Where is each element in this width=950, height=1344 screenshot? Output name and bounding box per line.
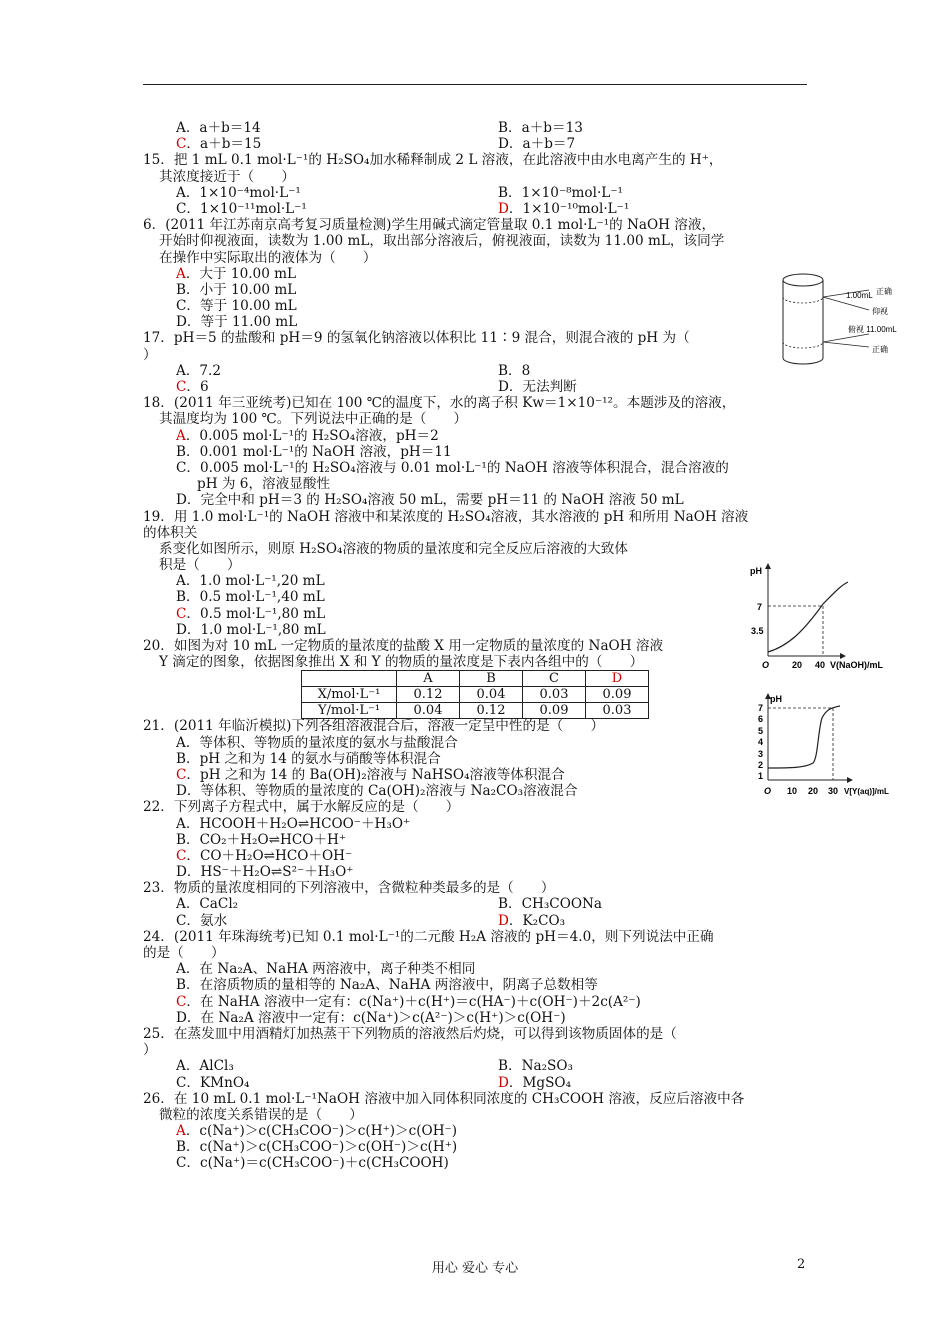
- q19-option-c: C．0.5 mol·L⁻¹,80 mL: [176, 605, 326, 622]
- q16-option-b: B．小于 10.00 mL: [176, 281, 297, 298]
- q20-ytick: 4: [758, 737, 764, 747]
- q19-origin: O: [762, 660, 770, 670]
- q23-stem: 23．物质的量浓度相同的下列溶液中，含微粒种类最多的是（ ）: [143, 880, 555, 897]
- q14-options-cd: [143, 136, 808, 152]
- q23-options-ab: [143, 896, 808, 912]
- q16-stem: 6．(2011 年江苏南京高考复习质量检测)学生用碱式滴定管量取 0.1 mol·L⁻¹的 NaOH 溶液，: [143, 217, 716, 234]
- q20-table-cell: 0.03: [586, 703, 649, 719]
- q20-table: [301, 670, 649, 719]
- q20-table-cell: Y/mol·L⁻¹: [302, 703, 397, 719]
- q19-stem-cont3: 积是（ ）: [159, 557, 241, 574]
- q19-option-b: B．0.5 mol·L⁻¹,40 mL: [176, 589, 325, 606]
- q17-options-cd: C．6 D．无法判断: [176, 379, 577, 395]
- q21-option-d: D．等体积、等物质的量浓度的 Ca(OH)₂溶液与 Na₂CO₃溶液混合: [176, 783, 578, 800]
- q20-ytick: 2: [758, 760, 764, 770]
- q18-option-c-cont: pH 为 6，溶液显酸性: [197, 476, 331, 493]
- q20-table-header: A: [397, 671, 460, 687]
- q14-option-c-marker: C: [176, 136, 187, 153]
- q25-option-c: C．KMnO₄: [176, 1074, 250, 1091]
- q17-option-a: A．7.2: [176, 362, 222, 379]
- q20-ytick: 3: [758, 749, 764, 759]
- q19-stem: 19．用 1.0 mol·L⁻¹的 NaOH 溶液中和某浓度的 H₂SO₄溶液，其水溶液的 pH 和所用 NaOH 溶液: [143, 508, 749, 525]
- q20-table-header: B: [460, 671, 523, 687]
- q18-option-c: C．0.005 mol·L⁻¹的 H₂SO₄溶液与 0.01 mol·L⁻¹的 NaOH 溶液等体积混合，混合溶液的: [176, 459, 729, 476]
- q17-options-ab: [143, 363, 808, 379]
- burette-label-1ml: 1.00mL: [846, 291, 873, 300]
- q20-table-cell: 0.09: [523, 703, 586, 719]
- q20-stem: 20．如图为对 10 mL 一定物质的量浓度的盐酸 X 用一定物质的量浓度的 NaOH 溶液: [143, 638, 664, 654]
- q24-option-c: C．在 NaHA 溶液中一定有：c(Na⁺)＋c(H⁺)＝c(HA⁻)＋c(OH⁻)＋2c(A²⁻): [176, 993, 641, 1010]
- q14-option-a: A．a＋b＝14: [176, 120, 261, 136]
- q24-stem-cont: 的是（ ）: [143, 945, 225, 961]
- q15-option-d-marker: D: [498, 200, 509, 217]
- q17-option-d: D．无法判断: [498, 379, 577, 395]
- q20-ytick: 1: [758, 771, 764, 781]
- q14-option-d: D．a＋b＝7: [498, 136, 576, 153]
- q15-stem: 15．把 1 mL 0.1 mol·L⁻¹的 H₂SO₄加水稀释制成 2 L 溶液，在此溶液中由水电离产生的 H⁺，: [143, 152, 723, 169]
- q20-table-header: [302, 671, 397, 687]
- q20-ytick: 5: [758, 726, 764, 736]
- q20-table-cell: 0.09: [586, 687, 649, 703]
- q23-option-b: B．CH₃COONa: [498, 896, 602, 913]
- q20-xtick: 30: [828, 786, 839, 796]
- q22-option-c: C．CO＋H₂O⇌HCO＋OH⁻: [176, 847, 353, 864]
- q21-stem: 21．(2011 年临沂模拟)下列各组溶液混合后，溶液一定呈中性的是（ ）: [143, 718, 605, 735]
- document-body: [143, 120, 808, 1172]
- q25-option-a: A．AlCl₃: [176, 1058, 234, 1075]
- q20-table-cell: 0.12: [460, 703, 523, 719]
- q19-xtick: 20: [792, 660, 803, 670]
- q16-stem-cont2: 在操作中实际取出的液体为（ ）: [159, 249, 377, 266]
- q20-ylabel: pH: [770, 694, 782, 704]
- q19-option-a: A．1.0 mol·L⁻¹,20 mL: [176, 573, 325, 590]
- q21-option-b: B．pH 之和为 14 的氨水与硝酸等体积混合: [176, 750, 441, 767]
- q15-option-d: ．1×10⁻¹⁰mol·L⁻¹: [508, 200, 630, 217]
- q15-stem-cont: 其浓度接近于（ ）: [159, 168, 295, 185]
- q15-option-a: A．1×10⁻⁴mol·L⁻¹: [176, 184, 301, 201]
- burette-label-correct-2: 正确: [872, 345, 888, 354]
- q19-xtick: 40: [815, 660, 826, 670]
- q16-stem-cont: 开始时仰视液面，读数为 1.00 mL，取出部分溶液后，俯视液面，读数为 11.00 mL，该同学: [159, 233, 725, 250]
- q20-table-header: D: [586, 671, 649, 687]
- q19-curve: [768, 582, 848, 652]
- q24-option-a: A．在 Na₂A、NaHA 两溶液中，离子种类不相同: [176, 961, 476, 978]
- page-number: 2: [797, 1257, 806, 1272]
- burette-label-downward: 俯视 11.00mL: [848, 325, 897, 334]
- q17-option-b: B．8: [498, 362, 531, 379]
- q20-ytick: 7: [758, 703, 764, 713]
- q20-xlabel: V[Y(aq)]/mL: [844, 787, 889, 796]
- q21-option-a: A．等体积、等物质的量浓度的氨水与盐酸混合: [176, 734, 458, 751]
- q18-option-b: B．0.001 mol·L⁻¹的 NaOH 溶液，pH＝11: [176, 443, 452, 460]
- q17-stem-cont: ）: [143, 346, 157, 363]
- q26-stem-cont: 微粒的浓度关系错误的是（ ）: [159, 1106, 363, 1123]
- q19-xlabel: V(NaOH)/mL: [830, 660, 884, 670]
- q16-option-d: D．等于 11.00 mL: [176, 314, 298, 331]
- q20-xtick: 20: [808, 786, 819, 796]
- q25-options-cd: C．KMnO₄ D．MgSO₄: [143, 1075, 808, 1091]
- q26-option-c: C．c(Na⁺)＝c(CH₃COO⁻)＋c(CH₃COOH): [176, 1155, 449, 1172]
- q19-option-d: D．1.0 mol·L⁻¹,80 mL: [176, 621, 326, 638]
- q14-option-b: B．a＋b＝13: [498, 120, 583, 136]
- burette-figure: [776, 270, 906, 380]
- q20-table-header: C: [523, 671, 586, 687]
- q19-stem-cont2: 系变化如图所示，则原 H₂SO₄溶液的物质的量浓度和完全反应后溶液的大致体: [159, 540, 628, 557]
- q20-stem-cont: Y 滴定的图象，依据图象推出 X 和 Y 的物质的量浓度是下表内各组中的（ ）: [159, 654, 644, 671]
- page-footer: 用心 爱心 专心: [431, 1261, 519, 1276]
- q24-option-d: D．在 Na₂A 溶液中一定有：c(Na⁺)＞c(A²⁻)＞c(H⁺)＞c(OH⁻): [176, 1009, 566, 1026]
- header-rule: [143, 84, 807, 85]
- q26-option-a: A．c(Na⁺)＞c(CH₃COO⁻)＞c(H⁺)＞c(OH⁻): [176, 1123, 458, 1140]
- q20-table-cell: 0.04: [397, 703, 460, 719]
- q17-stem: 17．pH＝5 的盐酸和 pH＝9 的氢氧化钠溶液以体积比 11∶9 混合，则混合液的 pH 为（: [143, 330, 690, 347]
- q15-options-cd: [143, 201, 808, 217]
- q15-option-c: C．1×10⁻¹¹mol·L⁻¹: [176, 200, 307, 217]
- q18-stem-cont: 其温度均为 100 ℃。下列说法中正确的是（ ）: [159, 411, 468, 428]
- q22-stem: 22．下列离子方程式中，属于水解反应的是（ ）: [143, 799, 460, 816]
- q20-table-cell: 0.03: [523, 687, 586, 703]
- q26-option-b: B．c(Na⁺)＞c(CH₃COO⁻)＞c(OH⁻)＞c(H⁺): [176, 1139, 458, 1156]
- q21-option-c: C．pH 之和为 14 的 Ba(OH)₂溶液与 NaHSO₄溶液等体积混合: [176, 766, 565, 783]
- q20-table-cell: X/mol·L⁻¹: [302, 687, 397, 703]
- q18-option-a: A．0.005 mol·L⁻¹的 H₂SO₄溶液，pH＝2: [176, 427, 439, 444]
- q19-ylabel: pH: [750, 566, 762, 576]
- burette-top: [783, 274, 823, 286]
- q24-stem: 24．(2011 年珠海统考)已知 0.1 mol·L⁻¹的二元酸 H₂A 溶液的 pH＝4.0，则下列说法中正确: [143, 928, 714, 945]
- q25-option-b: B．Na₂SO₃: [498, 1058, 573, 1075]
- q19-titration-curve: [748, 560, 898, 675]
- q20-curve: [768, 706, 840, 768]
- q18-option-d: D．完全中和 pH＝3 的 H₂SO₄溶液 50 mL，需要 pH＝11 的 NaOH 溶液 50 mL: [176, 492, 684, 509]
- q16-option-a: A．大于 10.00 mL: [176, 265, 297, 282]
- q14-option-c: ．a＋b＝15: [186, 136, 262, 153]
- q20-table-cell: 0.04: [460, 687, 523, 703]
- q15-option-b: B．1×10⁻⁸mol·L⁻¹: [498, 184, 623, 201]
- q20-table-wrap: [143, 670, 808, 718]
- q14-options-ab: [143, 120, 808, 136]
- q20-table-cell: 0.12: [397, 687, 460, 703]
- q22-option-b: B．CO₂＋H₂O⇌HCO＋H⁺: [176, 831, 347, 848]
- q18-stem: 18．(2011 年三亚统考)已知在 100 ℃的温度下，水的离子积 Kw＝1×10⁻¹²。本题涉及的溶液，: [143, 395, 736, 412]
- q19-ytick: 7: [757, 602, 763, 612]
- q24-option-b: B．在溶质物质的量相等的 Na₂A、NaHA 两溶液中，阴离子总数相等: [176, 977, 598, 994]
- q20-origin: O: [764, 786, 772, 796]
- q20-xtick: 10: [787, 786, 798, 796]
- q19-stem-cont: 的体积关: [143, 524, 198, 541]
- q22-option-d: D．HS⁻＋H₂O⇌S²⁻＋H₃O⁺: [176, 864, 354, 881]
- burette-label-upward: 仰视: [872, 307, 888, 316]
- burette-label-correct-1: 正确: [876, 287, 892, 296]
- q16-option-c: C．等于 10.00 mL: [176, 298, 297, 315]
- q26-stem: 26．在 10 mL 0.1 mol·L⁻¹NaOH 溶液中加入同体积同浓度的 CH₃COOH 溶液，反应后溶液中各: [143, 1090, 745, 1107]
- q23-option-a: A．CaCl₂: [176, 896, 239, 913]
- q25-options-ab: [143, 1058, 808, 1074]
- q20-ytick: 6: [758, 714, 764, 724]
- q25-stem-cont: ）: [143, 1042, 157, 1059]
- q23-option-c: C．氨水: [176, 912, 228, 929]
- q22-option-a: A．HCOOH＋H₂O⇌HCOO⁻＋H₃O⁺: [176, 815, 411, 832]
- q15-options-ab: [143, 185, 808, 201]
- q19-ytick: 3.5: [751, 626, 764, 636]
- q25-stem: 25．在蒸发皿中用酒精灯加热蒸干下列物质的溶液然后灼烧，可以得到该物质固体的是（: [143, 1025, 677, 1042]
- q20-titration-curve: [750, 690, 900, 802]
- q23-options-cd: C．氨水 D．K₂CO₃: [143, 913, 808, 929]
